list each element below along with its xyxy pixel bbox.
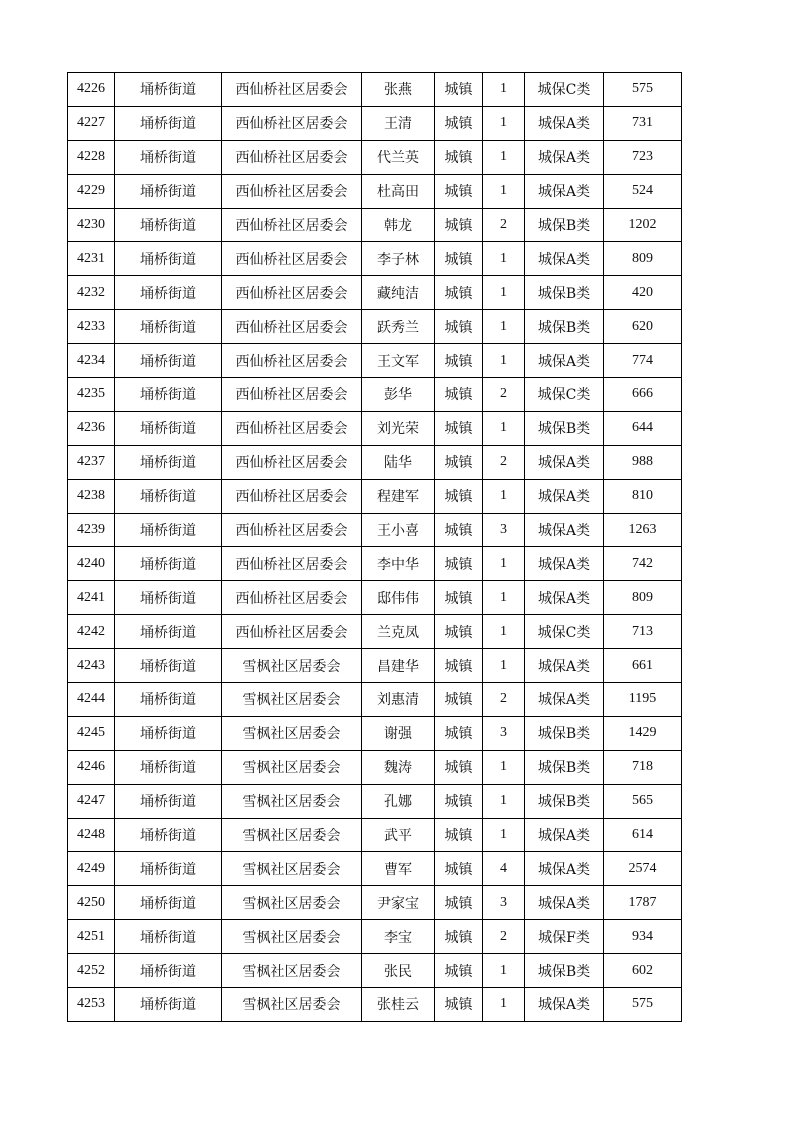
row-number-cell: 4241 [68,581,115,615]
community-cell: 西仙桥社区居委会 [222,208,362,242]
household-count-cell: 3 [483,716,525,750]
amount-cell: 524 [604,174,682,208]
street-cell: 埇桥街道 [115,920,222,954]
category-cell: 城保C类 [525,378,604,412]
category-cell: 城保B类 [525,411,604,445]
street-cell: 埇桥街道 [115,750,222,784]
data-table [67,72,682,1022]
street-cell: 埇桥街道 [115,242,222,276]
household-count-cell: 1 [483,750,525,784]
community-cell: 西仙桥社区居委会 [222,174,362,208]
household-count-cell: 1 [483,649,525,683]
table-row [68,784,682,818]
table-row [68,242,682,276]
area-type-cell: 城镇 [435,683,483,717]
household-count-cell: 1 [483,106,525,140]
street-cell: 埇桥街道 [115,886,222,920]
amount-cell: 565 [604,784,682,818]
table-row [68,954,682,988]
category-cell: 城保B类 [525,750,604,784]
name-cell: 跃秀兰 [362,310,435,344]
community-cell: 西仙桥社区居委会 [222,411,362,445]
category-cell: 城保C类 [525,73,604,107]
street-cell: 埇桥街道 [115,276,222,310]
household-count-cell: 1 [483,581,525,615]
community-cell: 雪枫社区居委会 [222,818,362,852]
household-count-cell: 1 [483,344,525,378]
category-cell: 城保A类 [525,547,604,581]
table-row [68,886,682,920]
community-cell: 西仙桥社区居委会 [222,73,362,107]
household-count-cell: 1 [483,242,525,276]
row-number-cell: 4228 [68,140,115,174]
name-cell: 彭华 [362,378,435,412]
row-number-cell: 4235 [68,378,115,412]
row-number-cell: 4234 [68,344,115,378]
category-cell: 城保A类 [525,174,604,208]
area-type-cell: 城镇 [435,886,483,920]
household-count-cell: 3 [483,886,525,920]
table-row [68,174,682,208]
amount-cell: 575 [604,73,682,107]
name-cell: 武平 [362,818,435,852]
community-cell: 西仙桥社区居委会 [222,615,362,649]
street-cell: 埇桥街道 [115,716,222,750]
street-cell: 埇桥街道 [115,818,222,852]
row-number-cell: 4252 [68,954,115,988]
household-count-cell: 1 [483,140,525,174]
category-cell: 城保A类 [525,818,604,852]
amount-cell: 575 [604,988,682,1022]
street-cell: 埇桥街道 [115,479,222,513]
community-cell: 雪枫社区居委会 [222,954,362,988]
area-type-cell: 城镇 [435,581,483,615]
street-cell: 埇桥街道 [115,378,222,412]
table-row [68,208,682,242]
household-count-cell: 1 [483,988,525,1022]
table-row [68,73,682,107]
amount-cell: 644 [604,411,682,445]
name-cell: 孔娜 [362,784,435,818]
area-type-cell: 城镇 [435,920,483,954]
row-number-cell: 4240 [68,547,115,581]
category-cell: 城保B类 [525,954,604,988]
table-row [68,479,682,513]
row-number-cell: 4250 [68,886,115,920]
row-number-cell: 4248 [68,818,115,852]
category-cell: 城保B类 [525,276,604,310]
amount-cell: 731 [604,106,682,140]
household-count-cell: 1 [483,784,525,818]
street-cell: 埇桥街道 [115,310,222,344]
amount-cell: 810 [604,479,682,513]
household-count-cell: 1 [483,174,525,208]
street-cell: 埇桥街道 [115,852,222,886]
amount-cell: 988 [604,445,682,479]
street-cell: 埇桥街道 [115,615,222,649]
row-number-cell: 4227 [68,106,115,140]
row-number-cell: 4247 [68,784,115,818]
amount-cell: 742 [604,547,682,581]
street-cell: 埇桥街道 [115,174,222,208]
area-type-cell: 城镇 [435,208,483,242]
household-count-cell: 3 [483,513,525,547]
street-cell: 埇桥街道 [115,513,222,547]
area-type-cell: 城镇 [435,242,483,276]
amount-cell: 1202 [604,208,682,242]
table-row [68,344,682,378]
household-count-cell: 4 [483,852,525,886]
name-cell: 曹军 [362,852,435,886]
area-type-cell: 城镇 [435,310,483,344]
amount-cell: 934 [604,920,682,954]
category-cell: 城保A类 [525,479,604,513]
row-number-cell: 4246 [68,750,115,784]
street-cell: 埇桥街道 [115,954,222,988]
area-type-cell: 城镇 [435,513,483,547]
category-cell: 城保F类 [525,920,604,954]
table-row [68,445,682,479]
category-cell: 城保B类 [525,208,604,242]
street-cell: 埇桥街道 [115,581,222,615]
community-cell: 雪枫社区居委会 [222,988,362,1022]
category-cell: 城保A类 [525,242,604,276]
area-type-cell: 城镇 [435,106,483,140]
amount-cell: 661 [604,649,682,683]
row-number-cell: 4229 [68,174,115,208]
household-count-cell: 2 [483,920,525,954]
name-cell: 藏纯洁 [362,276,435,310]
street-cell: 埇桥街道 [115,208,222,242]
amount-cell: 1195 [604,683,682,717]
row-number-cell: 4226 [68,73,115,107]
amount-cell: 713 [604,615,682,649]
name-cell: 谢强 [362,716,435,750]
street-cell: 埇桥街道 [115,73,222,107]
name-cell: 刘光荣 [362,411,435,445]
household-count-cell: 1 [483,954,525,988]
community-cell: 西仙桥社区居委会 [222,106,362,140]
street-cell: 埇桥街道 [115,649,222,683]
table-row [68,140,682,174]
area-type-cell: 城镇 [435,988,483,1022]
row-number-cell: 4236 [68,411,115,445]
table-row [68,615,682,649]
street-cell: 埇桥街道 [115,445,222,479]
table-row [68,411,682,445]
name-cell: 王小喜 [362,513,435,547]
area-type-cell: 城镇 [435,479,483,513]
community-cell: 西仙桥社区居委会 [222,547,362,581]
community-cell: 雪枫社区居委会 [222,683,362,717]
category-cell: 城保A类 [525,683,604,717]
household-count-cell: 1 [483,276,525,310]
amount-cell: 666 [604,378,682,412]
street-cell: 埇桥街道 [115,784,222,818]
area-type-cell: 城镇 [435,547,483,581]
area-type-cell: 城镇 [435,445,483,479]
community-cell: 雪枫社区居委会 [222,920,362,954]
name-cell: 张燕 [362,73,435,107]
community-cell: 西仙桥社区居委会 [222,378,362,412]
category-cell: 城保B类 [525,310,604,344]
table-row [68,310,682,344]
amount-cell: 614 [604,818,682,852]
street-cell: 埇桥街道 [115,140,222,174]
street-cell: 埇桥街道 [115,683,222,717]
table-row [68,818,682,852]
street-cell: 埇桥街道 [115,344,222,378]
amount-cell: 420 [604,276,682,310]
household-count-cell: 2 [483,208,525,242]
row-number-cell: 4245 [68,716,115,750]
name-cell: 魏涛 [362,750,435,784]
table-row [68,378,682,412]
area-type-cell: 城镇 [435,954,483,988]
amount-cell: 2574 [604,852,682,886]
street-cell: 埇桥街道 [115,547,222,581]
area-type-cell: 城镇 [435,818,483,852]
category-cell: 城保A类 [525,886,604,920]
table-row [68,581,682,615]
name-cell: 李中华 [362,547,435,581]
area-type-cell: 城镇 [435,750,483,784]
row-number-cell: 4249 [68,852,115,886]
amount-cell: 809 [604,581,682,615]
amount-cell: 602 [604,954,682,988]
table-row [68,547,682,581]
community-cell: 西仙桥社区居委会 [222,581,362,615]
household-count-cell: 1 [483,615,525,649]
household-count-cell: 2 [483,445,525,479]
area-type-cell: 城镇 [435,615,483,649]
table-row [68,988,682,1022]
amount-cell: 1429 [604,716,682,750]
name-cell: 杜高田 [362,174,435,208]
table-row [68,852,682,886]
household-count-cell: 2 [483,683,525,717]
area-type-cell: 城镇 [435,784,483,818]
household-count-cell: 1 [483,479,525,513]
community-cell: 西仙桥社区居委会 [222,140,362,174]
name-cell: 尹家宝 [362,886,435,920]
row-number-cell: 4237 [68,445,115,479]
name-cell: 陆华 [362,445,435,479]
category-cell: 城保A类 [525,988,604,1022]
community-cell: 雪枫社区居委会 [222,886,362,920]
amount-cell: 620 [604,310,682,344]
name-cell: 代兰英 [362,140,435,174]
category-cell: 城保A类 [525,106,604,140]
row-number-cell: 4238 [68,479,115,513]
household-count-cell: 2 [483,378,525,412]
category-cell: 城保A类 [525,344,604,378]
name-cell: 昌建华 [362,649,435,683]
name-cell: 邸伟伟 [362,581,435,615]
street-cell: 埇桥街道 [115,988,222,1022]
category-cell: 城保A类 [525,445,604,479]
area-type-cell: 城镇 [435,174,483,208]
household-count-cell: 1 [483,310,525,344]
community-cell: 雪枫社区居委会 [222,649,362,683]
row-number-cell: 4239 [68,513,115,547]
community-cell: 雪枫社区居委会 [222,750,362,784]
table-row [68,920,682,954]
name-cell: 刘惠清 [362,683,435,717]
category-cell: 城保A类 [525,852,604,886]
area-type-cell: 城镇 [435,276,483,310]
area-type-cell: 城镇 [435,411,483,445]
community-cell: 雪枫社区居委会 [222,716,362,750]
community-cell: 西仙桥社区居委会 [222,513,362,547]
name-cell: 王文军 [362,344,435,378]
name-cell: 李宝 [362,920,435,954]
name-cell: 兰克凤 [362,615,435,649]
table-row [68,106,682,140]
area-type-cell: 城镇 [435,140,483,174]
table-row [68,750,682,784]
row-number-cell: 4253 [68,988,115,1022]
name-cell: 王清 [362,106,435,140]
category-cell: 城保A类 [525,513,604,547]
amount-cell: 1787 [604,886,682,920]
name-cell: 张桂云 [362,988,435,1022]
category-cell: 城保C类 [525,615,604,649]
community-cell: 西仙桥社区居委会 [222,344,362,378]
community-cell: 西仙桥社区居委会 [222,479,362,513]
table-row [68,683,682,717]
community-cell: 雪枫社区居委会 [222,852,362,886]
community-cell: 雪枫社区居委会 [222,784,362,818]
row-number-cell: 4251 [68,920,115,954]
household-count-cell: 1 [483,547,525,581]
area-type-cell: 城镇 [435,344,483,378]
category-cell: 城保A类 [525,581,604,615]
household-count-cell: 1 [483,73,525,107]
community-cell: 西仙桥社区居委会 [222,310,362,344]
table-body [68,73,682,1022]
street-cell: 埇桥街道 [115,106,222,140]
category-cell: 城保B类 [525,716,604,750]
row-number-cell: 4242 [68,615,115,649]
name-cell: 张民 [362,954,435,988]
street-cell: 埇桥街道 [115,411,222,445]
row-number-cell: 4243 [68,649,115,683]
category-cell: 城保A类 [525,140,604,174]
row-number-cell: 4244 [68,683,115,717]
area-type-cell: 城镇 [435,852,483,886]
area-type-cell: 城镇 [435,73,483,107]
area-type-cell: 城镇 [435,649,483,683]
table-row [68,716,682,750]
household-count-cell: 1 [483,818,525,852]
row-number-cell: 4232 [68,276,115,310]
amount-cell: 809 [604,242,682,276]
table-row [68,276,682,310]
area-type-cell: 城镇 [435,716,483,750]
community-cell: 西仙桥社区居委会 [222,276,362,310]
area-type-cell: 城镇 [435,378,483,412]
category-cell: 城保A类 [525,649,604,683]
table-row [68,649,682,683]
name-cell: 韩龙 [362,208,435,242]
amount-cell: 1263 [604,513,682,547]
name-cell: 李子林 [362,242,435,276]
amount-cell: 774 [604,344,682,378]
name-cell: 程建军 [362,479,435,513]
row-number-cell: 4230 [68,208,115,242]
table-row [68,513,682,547]
household-count-cell: 1 [483,411,525,445]
row-number-cell: 4231 [68,242,115,276]
row-number-cell: 4233 [68,310,115,344]
amount-cell: 723 [604,140,682,174]
community-cell: 西仙桥社区居委会 [222,445,362,479]
amount-cell: 718 [604,750,682,784]
category-cell: 城保B类 [525,784,604,818]
community-cell: 西仙桥社区居委会 [222,242,362,276]
